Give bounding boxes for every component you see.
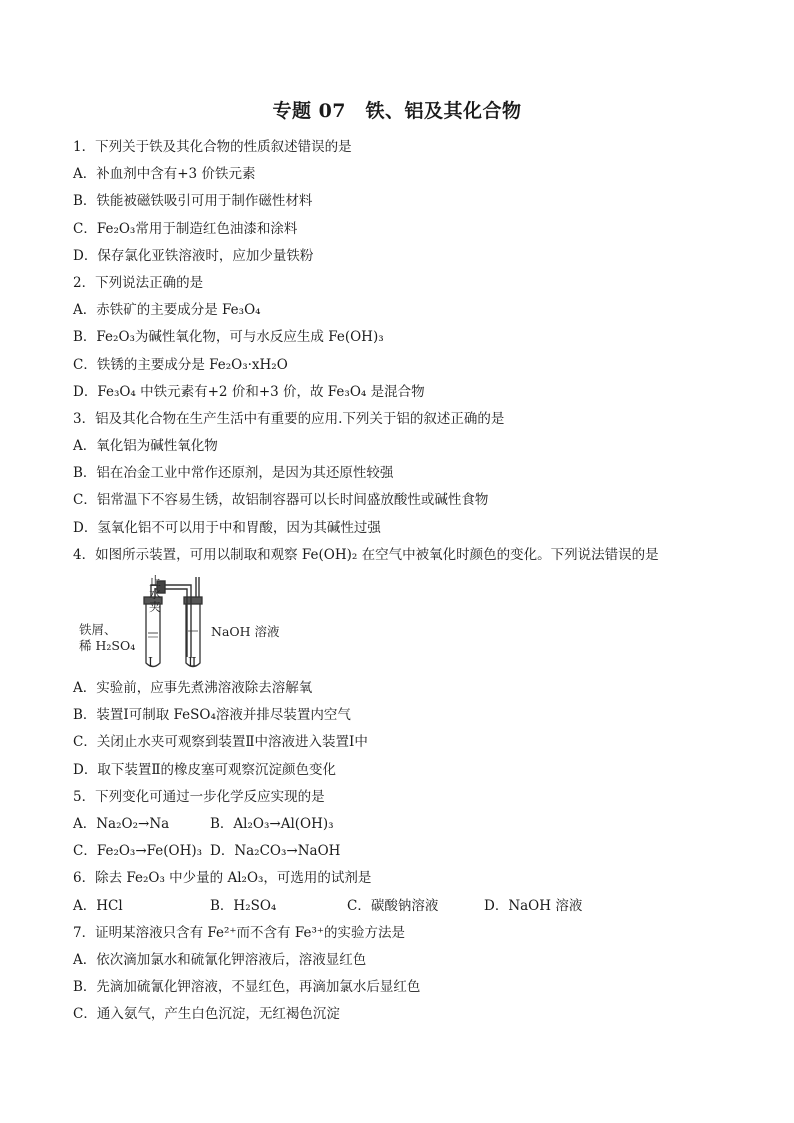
question-1-option-d: D．保存氯化亚铁溶液时，应加少量铁粉 [73, 247, 314, 264]
question-list [73, 134, 733, 1028]
question-7-option-a: A．依次滴加氯水和硫氰化钾溶液后，溶液显红色 [73, 951, 367, 968]
left-tube-label-line-1: 铁屑、 [79, 622, 117, 637]
question-3-option-c: C．铝常温下不容易生锈，故铝制容器可以长时间盛放酸性或碱性食物 [73, 492, 489, 509]
question-1-option-a: A．补血剂中含有+3 价铁元素 [73, 166, 256, 183]
question-6-option-row [73, 893, 733, 920]
question-6-option-a: A．HCl [73, 897, 123, 914]
question-6-stem: 6．除去 Fe₂O₃ 中少量的 Al₂O₃，可选用的试剂是 [73, 870, 372, 887]
page-title: 专题 07 铁、铝及其化合物 [272, 100, 522, 122]
question-5-option-c: C．Fe₂O₃→Fe(OH)₃ [73, 843, 203, 860]
question-3-option-d: D．氢氧化铝不可以用于中和胃酸，因为其碱性过强 [73, 519, 381, 536]
question-4-option-d: D．取下装置Ⅱ的橡皮塞可观察沉淀颜色变化 [73, 761, 336, 778]
question-1-option-c: C．Fe₂O₃常用于制造红色油漆和涂料 [73, 220, 298, 237]
question-5-stem: 5．下列变化可通过一步化学反应实现的是 [73, 788, 325, 805]
question-7-stem: 7．证明某溶液只含有 Fe²⁺而不含有 Fe³⁺的实验方法是 [73, 924, 405, 941]
question-2-option-c: C．铁锈的主要成分是 Fe₂O₃·xH₂O [73, 356, 288, 373]
question-1-stem: 1．下列关于铁及其化合物的性质叙述错误的是 [73, 139, 352, 155]
question-7-option-c: C．通入氨气，产生白色沉淀，无红褐色沉淀 [73, 1006, 340, 1023]
clamp-label: 止水夹 [149, 574, 162, 614]
question-4-option-b: B．装置Ⅰ可制取 FeSO₄溶液并排尽装置内空气 [73, 707, 351, 724]
question-3-option-a: A．氧化铝为碱性氧化物 [73, 438, 218, 455]
question-4-option-a: A．实验前，应事先煮沸溶液除去溶解氧 [73, 680, 313, 696]
question-6-option-d: D．NaOH 溶液 [484, 897, 583, 914]
question-2-option-a: A．赤铁矿的主要成分是 Fe₃O₄ [73, 302, 261, 319]
question-5-option-a: A．Na₂O₂→Na [73, 815, 170, 832]
question-5-option-row-2 [73, 838, 733, 865]
question-5-option-d: D．Na₂CO₃→NaOH [210, 843, 341, 860]
question-6-option-c: C．碳酸钠溶液 [347, 897, 439, 914]
question-2-option-b: B．Fe₂O₃为碱性氧化物，可与水反应生成 Fe(OH)₃ [73, 329, 384, 346]
question-1-option-b: B．铁能被磁铁吸引可用于制作磁性材料 [73, 193, 313, 210]
question-5-option-row-1 [73, 811, 733, 838]
left-tube-label-line-2: 稀 H₂SO₄ [79, 638, 136, 653]
question-4-option-c: C．关闭止水夹可观察到装置Ⅱ中溶液进入装置Ⅰ中 [73, 734, 368, 751]
question-3-stem: 3．铝及其化合物在生产生活中有重要的应用.下列关于铝的叙述正确的是 [73, 410, 505, 427]
question-3-option-b: B．铝在冶金工业中常作还原剂，是因为其还原性较强 [73, 465, 394, 482]
tube-1-label: Ⅰ [148, 654, 153, 669]
apparatus-figure [73, 571, 333, 673]
question-7-option-b: B．先滴加硫氰化钾溶液，不显红色，再滴加氯水后显红色 [73, 979, 421, 996]
question-6-option-b: B．H₂SO₄ [210, 897, 277, 914]
tube-2-label: Ⅱ [188, 654, 197, 669]
right-tube-label: NaOH 溶液 [211, 624, 280, 639]
question-2-stem: 2．下列说法正确的是 [73, 274, 204, 291]
question-2-option-d: D．Fe₃O₄ 中铁元素有+2 价和+3 价，故 Fe₃O₄ 是混合物 [73, 383, 425, 400]
question-4-stem: 4．如图所示装置，可用以制取和观察 Fe(OH)₂ 在空气中被氧化时颜色的变化。下列说法错误的是 [73, 546, 659, 563]
question-5-option-b: B．Al₂O₃→Al(OH)₃ [210, 815, 334, 832]
